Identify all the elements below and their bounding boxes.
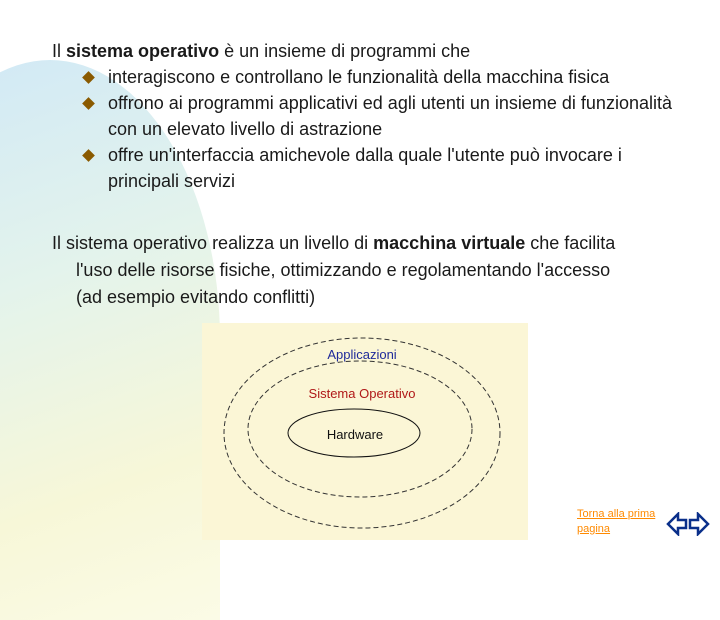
intro-line (52, 38, 692, 64)
diamond-bullet-icon (82, 71, 95, 84)
double-arrow-nav-icon[interactable] (666, 512, 710, 536)
intro-prefix: Il (52, 41, 67, 61)
bullet-item (52, 142, 692, 194)
back-to-first-page-link[interactable]: Torna alla prima pagina (577, 508, 656, 535)
vm-prefix: Il sistema operativo realizza un livello di (52, 233, 374, 253)
vm-continuation-line: (ad esempio evitando conflitti) (76, 287, 316, 307)
vm-line1-suffix: che facilita (525, 233, 616, 253)
intro-paragraph (52, 38, 692, 194)
bullet-item (52, 90, 692, 142)
bullet-text: interagiscono e controllano le funzionalità della macchina fisica (108, 67, 610, 87)
vm-continuation-line: l'uso delle risorse fisiche, ottimizzando e regolamentando l'accesso (76, 260, 611, 280)
bullet-text: offrono ai programmi applicativi ed agli utenti un insieme di funzionalità con un elevato livello di astrazione (108, 93, 672, 139)
bullet-item (52, 64, 692, 90)
bullet-list (52, 64, 692, 194)
operating-system-label: Sistema Operativo (308, 386, 416, 401)
intro-bold-term: sistema operativo (66, 41, 220, 61)
vm-bold-term: macchina virtuale (373, 233, 526, 253)
applications-label: Applicazioni (327, 347, 397, 362)
layers-diagram (202, 323, 528, 540)
virtual-machine-paragraph (52, 230, 692, 311)
bullet-text: offre un'interfaccia amichevole dalla quale l'utente può invocare i principali servizi (108, 145, 622, 191)
intro-suffix: è un insieme di programmi che (219, 41, 471, 61)
diamond-bullet-icon (82, 149, 95, 162)
hardware-label: Hardware (326, 427, 384, 442)
diamond-bullet-icon (82, 97, 95, 110)
